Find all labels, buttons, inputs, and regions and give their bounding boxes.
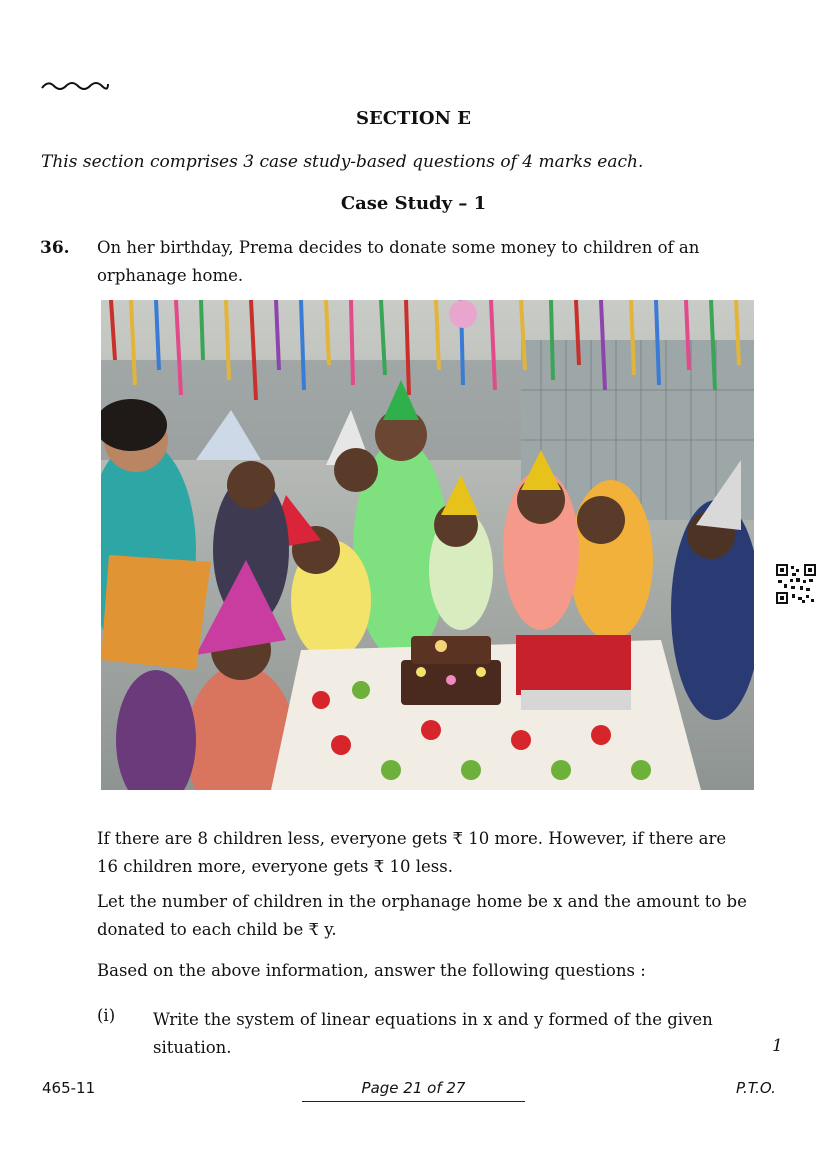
birthday-party-photo [101, 300, 754, 790]
question-number: 36. [40, 238, 70, 258]
instruction-paragraph: Based on the above information, answer the following questions : [97, 961, 646, 980]
pto-label: P.T.O. [736, 1079, 776, 1097]
section-intro: This section comprises 3 case study-based questions of 4 marks each. [41, 152, 644, 172]
qr-code-icon [776, 564, 816, 604]
section-title: SECTION E [356, 108, 471, 129]
page-number: Page 21 of 27 [302, 1079, 525, 1102]
wave-mark-icon [40, 76, 110, 96]
marks-value: 1 [772, 1036, 783, 1056]
paper-code: 465-11 [42, 1079, 96, 1097]
subquestion-text: Write the system of linear equations in x and y formed of the given situation. [153, 1010, 713, 1057]
variables-paragraph: Let the number of children in the orphanage home be x and the amount to be donated to each child be ₹ y. [97, 892, 747, 939]
subquestion-label: (i) [97, 1006, 116, 1025]
scenario-paragraph: If there are 8 children less, everyone gets ₹ 10 more. However, if there are 16 children more, everyone gets ₹ 10 less. [97, 829, 727, 876]
case-study-title: Case Study – 1 [340, 193, 487, 214]
question-text: On her birthday, Prema decides to donate some money to children of an orphanage home. [97, 238, 700, 285]
